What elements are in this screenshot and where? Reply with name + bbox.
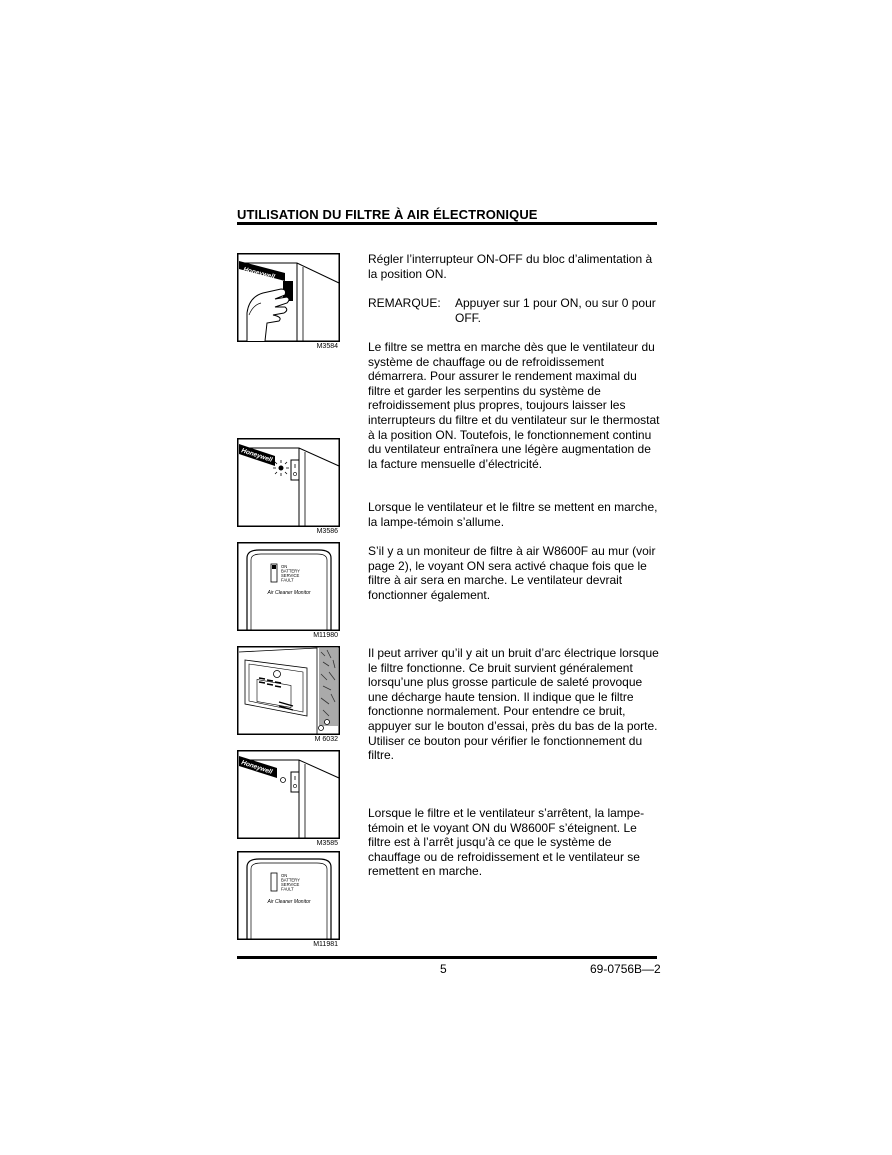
paragraph-filter-start: Le filtre se mettra en marche dès que le ventilateur du système de chauffage ou de refroidissement démarrera. Pour assurer le rendement maximal du filtre et garder les serpentins du système de refroidissement plus propres, toujours laisser les interrupteurs du filtre et du ventilateur sur le thermostat à la position ON. Toutefois, le fonctionnement continu du ventilateur entraînera une légère augmentation de la facture mensuelle d’électricité. bbox=[368, 340, 660, 471]
figure-power-switch-on bbox=[237, 253, 340, 350]
paragraph-wall-monitor: S’il y a un moniteur de filtre à air W8600F au mur (voir page 2), le voyant ON sera activé chaque fois que le filtre à air sera en marche. Le ventilateur devrait fonctionner également. bbox=[368, 544, 656, 602]
paragraph-filter-stop: Lorsque le filtre et le ventilateur s’arrêtent, la lampe-témoin et le voyant ON du W8600F s’éteignent. Le filtre est à l’arrêt jusqu’à ce que le système de chauffage ou de refroidissement et le ventilateur se remettent en marche. bbox=[368, 806, 645, 879]
indicator-light-on-illustration bbox=[237, 438, 340, 527]
figure-code: M11981 bbox=[313, 941, 338, 948]
figure-air-cleaner-monitor-off bbox=[237, 851, 340, 948]
status-label-battery: BATTERY bbox=[281, 568, 300, 574]
figure-code: M3585 bbox=[316, 840, 338, 847]
brand-logo: Honeywell bbox=[240, 447, 274, 464]
filter-interior-illustration bbox=[237, 646, 340, 735]
air-cleaner-monitor-illustration bbox=[237, 542, 340, 631]
figure-code: M 6032 bbox=[314, 736, 338, 743]
paragraph-switch-on: Régler l’interrupteur ON-OFF du bloc d’alimentation à la position ON. bbox=[368, 252, 653, 281]
status-label-fault: FAULT bbox=[281, 886, 294, 892]
brand-logo: Honeywell bbox=[240, 759, 274, 776]
figure-indicator-light-off bbox=[237, 750, 340, 847]
status-label-service: SERVICE bbox=[281, 573, 300, 578]
document-number: 69-0756B—2 bbox=[590, 962, 661, 976]
power-switch-illustration bbox=[237, 253, 340, 342]
figure-indicator-light-on bbox=[237, 438, 340, 535]
figure-code: M3586 bbox=[316, 528, 338, 535]
paragraph-arc-noise: Il peut arriver qu’il y ait un bruit d’arc électrique lorsque le filtre fonctionne. Ce bruit survient généralement lorsqu’une plus grosse particule de saleté provoque une décharge haute tension. Il indique que le filtre fonctionne normalement. Pour entendre ce bruit, appuyer sur le bouton d’essai, près du bas de la porte. Utiliser ce bouton pour vérifier le fonctionnement du filtre. bbox=[368, 646, 659, 763]
status-label-on: ON bbox=[281, 873, 288, 878]
figure-filter-interior bbox=[237, 646, 340, 743]
figure-code: M3584 bbox=[316, 343, 338, 350]
note-label: REMARQUE: bbox=[368, 296, 441, 310]
note-text: Appuyer sur 1 pour ON, ou sur 0 pour OFF. bbox=[455, 296, 656, 325]
monitor-caption: Air Cleaner Monitor bbox=[267, 590, 311, 596]
air-cleaner-monitor-illustration bbox=[237, 851, 340, 940]
page-number: 5 bbox=[440, 962, 447, 976]
status-label-battery: BATTERY bbox=[281, 877, 300, 883]
indicator-light-off-illustration bbox=[237, 750, 340, 839]
paragraph-indicator-light: Lorsque le ventilateur et le filtre se mettent en marche, la lampe-témoin s’allume. bbox=[368, 500, 658, 529]
figure-air-cleaner-monitor-on bbox=[237, 542, 340, 639]
title-rule bbox=[237, 222, 657, 225]
status-label-fault: FAULT bbox=[281, 577, 294, 583]
footer-rule bbox=[237, 956, 657, 959]
brand-logo: Honeywell bbox=[242, 266, 276, 281]
status-label-service: SERVICE bbox=[281, 882, 300, 887]
monitor-caption: Air Cleaner Monitor bbox=[267, 899, 311, 905]
status-label-on: ON bbox=[281, 564, 288, 569]
page-title: UTILISATION DU FILTRE À AIR ÉLECTRONIQUE bbox=[237, 207, 538, 222]
figure-code: M11980 bbox=[313, 632, 338, 639]
